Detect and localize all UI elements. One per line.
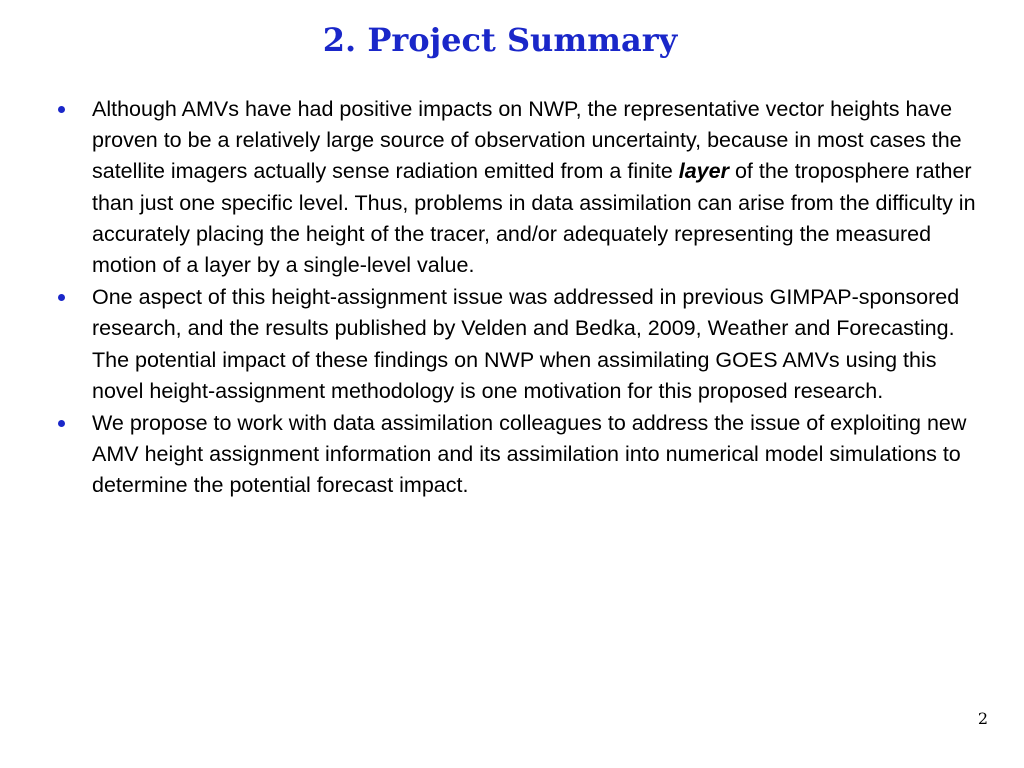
page-number: 2	[977, 709, 988, 728]
bullet-text-part: of the troposphere rather than just one specific level. Thus, problems in data assimilation can arise from the difficulty in accurately placing the height of the tracer, and/or adequately representing the measured motion of a layer by a single-level value.	[92, 159, 976, 278]
bullet-text: We propose to work with data assimilation colleagues to address the issue of exploiting new AMV height assignment information and its assimilation into numerical model simulations to determine the potential forecast impact.	[92, 411, 967, 498]
bullet-icon	[58, 294, 65, 301]
bullet-list	[52, 94, 982, 503]
bullet-text-part: Although AMVs have had positive impacts on NWP, the representative vector heights have proven to be a relatively large source of observation uncertainty, because in most cases the satellite imagers actually sense radiation emitted from a finite	[92, 97, 962, 184]
bullet-icon	[58, 420, 65, 427]
bullet-item-amv-uncertainty	[52, 94, 982, 281]
bullet-item-height-assignment	[52, 282, 982, 407]
bullet-item-proposal	[52, 408, 982, 502]
emphasized-word: layer	[678, 159, 729, 184]
slide-title: 2. Project Summary	[322, 21, 678, 59]
bullet-icon	[58, 106, 65, 113]
bullet-text: One aspect of this height-assignment issue was addressed in previous GIMPAP-sponsored research, and the results published by Velden and Bedka, 2009, Weather and Forecasting. The potential impact of these findings on NWP when assimilating GOES AMVs using this novel height-assignment methodology is one motivation for this proposed research.	[92, 285, 960, 403]
